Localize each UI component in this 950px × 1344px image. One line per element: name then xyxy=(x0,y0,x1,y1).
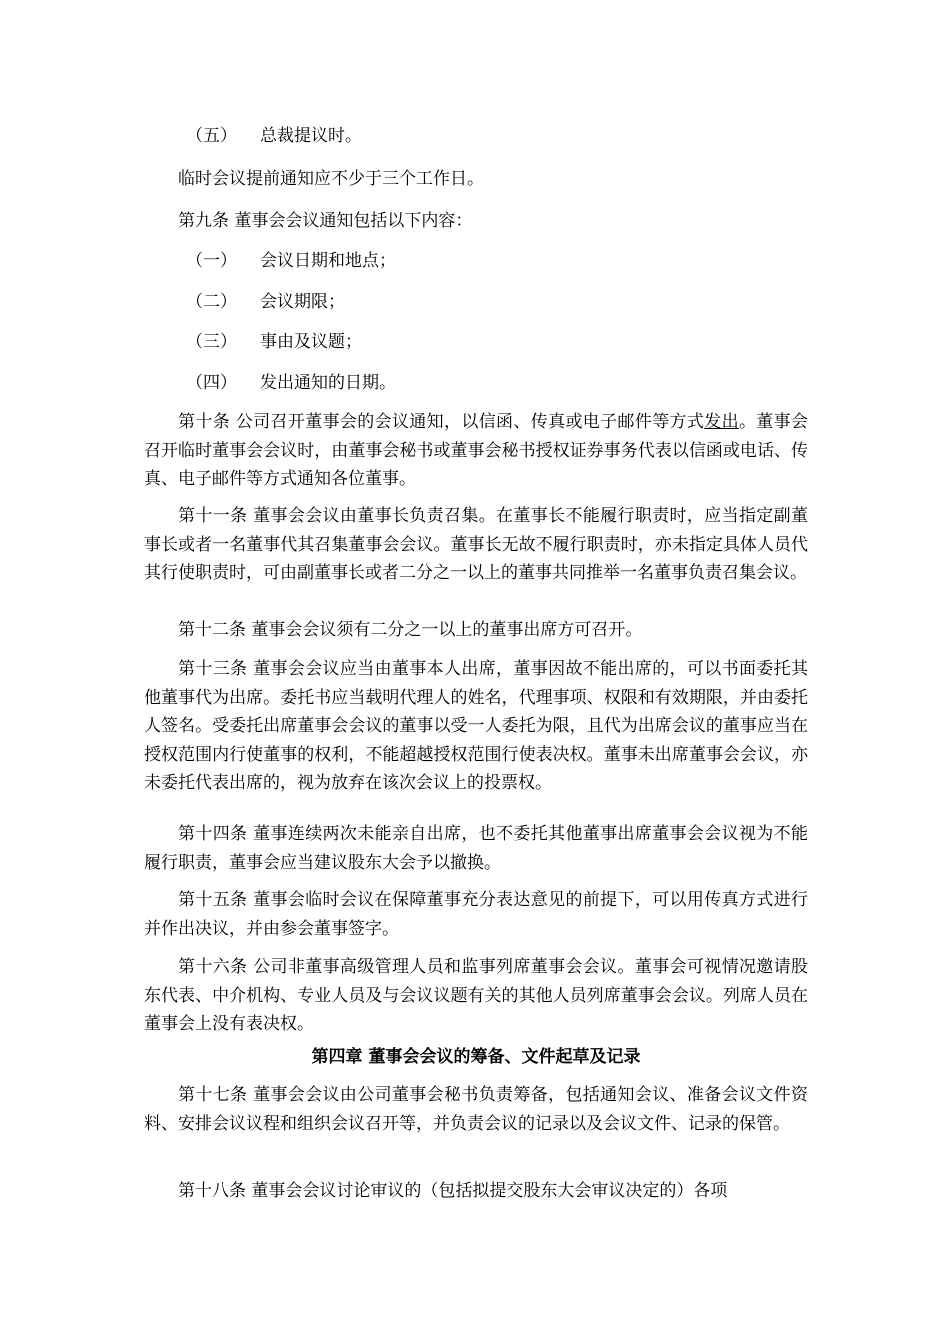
article-10-text-b: 。董事会召开临时董事会会议时，由董事会秘书或董事会秘书授权证券事务代表以信函或电话、传真、电子邮件等方式通知各位董事。 xyxy=(144,412,809,490)
article-16-paragraph: 第十六条 公司非董事高级管理人员和监事列席董事会会议。董事会可视情况邀请股东代表、中介机构、专业人员及与会议议题有关的其他人员列席董事会会议。列席人员在董事会上没有表决权。 xyxy=(144,957,808,1035)
article-10-underlined: 发出 xyxy=(704,412,739,432)
article-12-paragraph: 第十二条 董事会会议须有二分之一以上的董事出席方可召开。 xyxy=(178,620,643,640)
article-15-paragraph: 第十五条 董事会临时会议在保障董事充分表达意见的前提下，可以用传真方式进行并作出决议，并由参会董事签字。 xyxy=(144,890,808,939)
article-9-heading: 第九条 董事会会议通知包括以下内容： xyxy=(178,211,473,231)
item-text-3: 事由及议题； xyxy=(260,332,362,352)
chapter-4-title: 第四章 董事会会议的筹备、文件起草及记录 xyxy=(311,1047,641,1067)
item-label-5: （五） xyxy=(186,126,237,146)
article-14-paragraph: 第十四条 董事连续两次未能亲自出席，也不委托其他董事出席董事会会议视为不能履行职责，董事会应当建议股东大会予以撤换。 xyxy=(144,824,808,873)
item-text-2: 会议期限； xyxy=(260,292,345,312)
article-17-paragraph: 第十七条 董事会会议由公司董事会秘书负责筹备，包括通知会议、准备会议文件资料、安排会议议程和组织会议召开等，并负责会议的记录以及会议文件、记录的保管。 xyxy=(144,1085,808,1134)
temp-notice-line: 临时会议提前通知应不少于三个工作日。 xyxy=(178,169,484,189)
item-label-1: （一） xyxy=(186,251,237,271)
item-label-4: （四） xyxy=(186,373,237,393)
item-text-4: 发出通知的日期。 xyxy=(260,373,396,393)
item-label-2: （二） xyxy=(186,292,237,312)
article-18-paragraph: 第十八条 董事会会议讨论审议的（包括拟提交股东大会审议决定的）各项 xyxy=(178,1181,728,1201)
item-text-5: 总裁提议时。 xyxy=(260,126,362,146)
item-text-1: 会议日期和地点； xyxy=(260,251,396,271)
article-10-paragraph xyxy=(144,408,808,494)
article-13-paragraph: 第十三条 董事会会议应当由董事本人出席，董事因故不能出席的，可以书面委托其他董事代为出席。委托书应当载明代理人的姓名，代理事项、权限和有效期限，并由委托人签名。受委托出席董事会会议的董事以受一人委托为限，且代为出席会议的董事应当在授权范围内行使董事的权利，不能超越授权范围行使表决权。董事未出席董事会会议，亦未委托代表出席的，视为放弃在该次会议上的投票权。 xyxy=(144,659,808,794)
article-11-paragraph: 第十一条 董事会会议由董事长负责召集。在董事长不能履行职责时，应当指定副董事长或者一名董事代其召集董事会会议。董事长无故不履行职责时，亦未指定具体人员代其行使职责时，可由副董事长或者二分之一以上的董事共同推举一名董事负责召集会议。 xyxy=(144,506,808,584)
item-label-3: （三） xyxy=(186,332,237,352)
article-10-text-a: 第十条 公司召开董事会的会议通知，以信函、传真或电子邮件等方式 xyxy=(178,412,705,432)
